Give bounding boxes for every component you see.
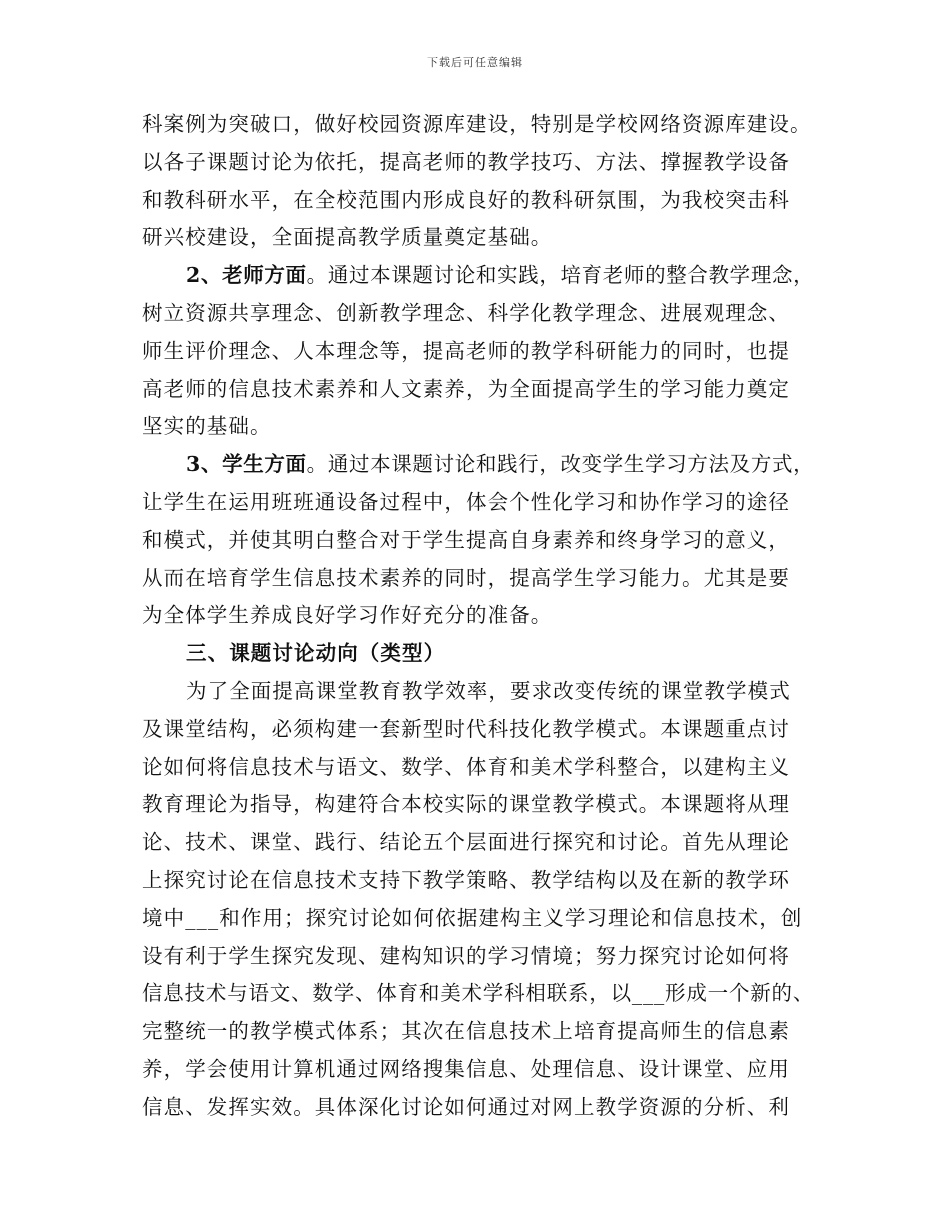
text-line: 论、技术、课堂、践行、结论五个层面进行探究和讨论。首先从理论 <box>142 830 790 855</box>
text-line: 完整统一的教学模式体系；其次在信息技术上培育提高师生的信息素 <box>142 1019 790 1044</box>
text-line: 研兴校建设，全面提高教学质量奠定基础。 <box>142 225 553 250</box>
text-line: 信息技术与语文、数学、体育和美术学科相联系，以___形成一个新的、 <box>142 981 815 1006</box>
text-line: 让学生在运用班班通设备过程中，体会个性化学习和协作学习的途径 <box>142 489 790 514</box>
text-line: 信息、发挥实效。具体深化讨论如何通过对网上教学资源的分析、利 <box>142 1094 790 1119</box>
text-line: 以各子课题讨论为依托，提高老师的教学技巧、方法、撑握教学设备 <box>142 149 790 174</box>
text-line: 教育理论为指导，构建符合本校实际的课堂教学模式。本课题将从理 <box>142 792 790 817</box>
text-line: 高老师的信息技术素养和人文素养，为全面提高学生的学习能力奠定 <box>142 376 790 401</box>
text-line <box>142 257 817 295</box>
text-line: 从而在培育学生信息技术素养的同时，提高学生学习能力。尤其是要 <box>142 565 790 590</box>
text-line: 坚实的基础。 <box>142 414 272 439</box>
document-body <box>142 106 817 1127</box>
section-lead-teacher: 2、老师方面 <box>186 263 307 288</box>
text-line: 及课堂结构，必须构建一套新型时代科技化教学模式。本课题重点讨 <box>142 716 790 741</box>
text-line: 设有利于学生探究发现、建构知识的学习情境；努力探究讨论如何将 <box>142 943 790 968</box>
text-line: 境中___和作用；探究讨论如何依据建构主义学习理论和信息技术，创 <box>142 905 803 930</box>
text-line: 上探究讨论在信息技术支持下教学策略、教学结构以及在新的教学环 <box>142 867 790 892</box>
text-line: 师生评价理念、人本理念等，提高老师的教学科研能力的同时，也提 <box>142 338 790 363</box>
text-line: 和模式，并使其明白整合对于学生提高自身素养和终身学习的意义， <box>142 527 790 552</box>
text-line-rest: 。通过本课题讨论和践行，改变学生学习方法及方式， <box>306 452 815 477</box>
section-lead-student: 3、学生方面 <box>186 452 307 477</box>
text-line <box>142 446 817 484</box>
text-line: 养，学会使用计算机通过网络搜集信息、处理信息、设计课堂、应用 <box>142 1056 790 1081</box>
text-line-rest: 。通过本课题讨论和实践，培育老师的整合教学理念， <box>306 263 815 288</box>
section-heading: 三、课题讨论动向（类型） <box>186 641 446 666</box>
text-line: 科案例为突破口，做好校园资源库建设，特别是学校网络资源库建设。 <box>142 112 812 136</box>
text-line: 为了全面提高课堂教育教学效率，要求改变传统的课堂教学模式 <box>186 678 791 703</box>
text-line: 为全体学生养成良好学习作好充分的准备。 <box>142 603 553 628</box>
page-header: 下载后可任意编辑 <box>427 56 523 69</box>
text-line: 和教科研水平，在全校范围内形成良好的教科研氛围，为我校突击科 <box>142 187 790 212</box>
text-line: 树立资源共享理念、创新教学理念、科学化教学理念、进展观理念、 <box>142 300 790 325</box>
text-line: 论如何将信息技术与语文、数学、体育和美术学科整合，以建构主义 <box>142 754 790 779</box>
